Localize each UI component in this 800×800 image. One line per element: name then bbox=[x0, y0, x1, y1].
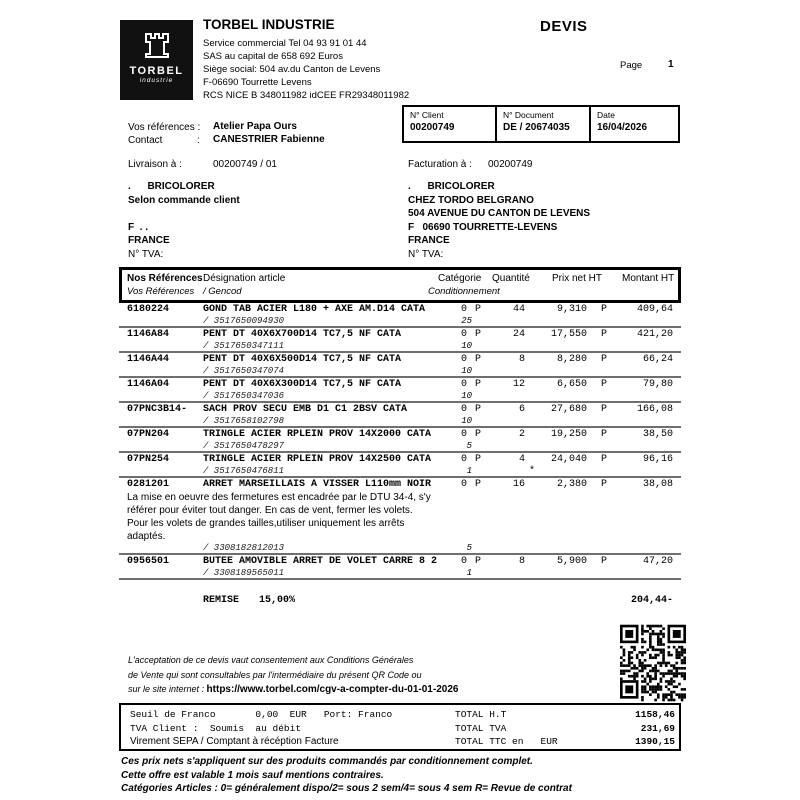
item-conditionnement: 25 bbox=[461, 316, 472, 326]
item-ref: 1146A04 bbox=[127, 379, 170, 390]
item-gencod: / 3517650094930 bbox=[203, 316, 285, 326]
footer-note-line: Ces prix nets s'appliquent sur des produits commandés par conditionnement complet. bbox=[121, 756, 533, 767]
item-montant: 47,20 bbox=[642, 556, 673, 567]
item-categorie: 0 bbox=[460, 479, 467, 490]
total-value: 1158,46 bbox=[635, 709, 675, 720]
item-unite: P bbox=[475, 479, 482, 490]
cgv-line-3-prefix: sur le site internet : bbox=[128, 684, 207, 694]
item-quantite: 16 bbox=[512, 479, 525, 490]
item-conditionnement: 1 bbox=[466, 568, 472, 578]
item-montant: 38,50 bbox=[642, 429, 673, 440]
item-conditionnement: 10 bbox=[461, 416, 472, 426]
total-row bbox=[455, 723, 675, 737]
date-cell bbox=[589, 107, 678, 141]
delivery-address-line: . BRICOLORER bbox=[128, 181, 215, 192]
date-value: 16/04/2026 bbox=[597, 122, 648, 133]
item-prix-net: 2,380 bbox=[556, 479, 587, 490]
cgv-notice bbox=[128, 653, 458, 698]
client-number-value: 00200749 bbox=[410, 122, 455, 133]
payment-terms-line: Virement SEPA / Comptant à récéption Facture bbox=[130, 736, 339, 747]
item-quantite: 6 bbox=[518, 404, 525, 415]
item-note-line: adaptés. bbox=[127, 531, 166, 542]
item-quantite: 24 bbox=[512, 329, 525, 340]
billing-address-line: CHEZ TORDO BELGRANO bbox=[408, 194, 534, 206]
cgv-line-2: de Vente qui sont consultables par l'intermédiaire du présent QR Code ou bbox=[128, 669, 422, 680]
footer-note-line: Catégories Articles : 0= généralement dispo/2= sous 2 sem/4= sous 4 sem R= Revue de contrat bbox=[121, 783, 572, 794]
facturation-value: 00200749 bbox=[488, 159, 533, 170]
delivery-address bbox=[128, 180, 240, 261]
item-prix-unite: P bbox=[601, 379, 608, 390]
vos-references-label: Vos références : bbox=[128, 122, 201, 133]
logo-name: TORBEL bbox=[129, 65, 184, 77]
item-quantite: 8 bbox=[518, 354, 525, 365]
item-conditionnement: 5 bbox=[466, 543, 472, 553]
item-montant: 421,20 bbox=[636, 329, 673, 340]
item-conditionnement: 10 bbox=[461, 391, 472, 401]
item-designation: BUTEE AMOVIBLE ARRET DE VOLET CARRE 8 2 bbox=[203, 556, 438, 567]
totals-rows bbox=[455, 709, 675, 750]
item-ref: 1146A44 bbox=[127, 354, 170, 365]
item-categorie: 0 bbox=[460, 556, 467, 567]
total-value: 1390,15 bbox=[635, 736, 675, 748]
table-row bbox=[119, 453, 681, 478]
sub-gencod-header: / Gencod bbox=[203, 286, 242, 297]
torbel-logo bbox=[120, 20, 193, 100]
company-detail-line: Service commercial Tel 04 93 91 01 44 bbox=[203, 38, 367, 49]
item-prix-net: 8,280 bbox=[556, 354, 587, 365]
castle-icon bbox=[136, 27, 178, 63]
item-categorie: 0 bbox=[460, 329, 467, 340]
document-type-title: DEVIS bbox=[540, 18, 588, 35]
qr-code bbox=[620, 624, 686, 702]
item-montant: 96,16 bbox=[642, 454, 673, 465]
delivery-address-line bbox=[128, 207, 240, 221]
item-montant: 38,08 bbox=[642, 479, 673, 490]
item-gencod: / 3308182812013 bbox=[203, 543, 285, 553]
col-prix-header: Prix net HT bbox=[552, 273, 603, 284]
item-montant: 166,08 bbox=[636, 404, 673, 415]
item-prix-unite: P bbox=[601, 304, 608, 315]
col-categorie-header: Catégorie bbox=[438, 273, 482, 284]
remise-row bbox=[119, 595, 681, 609]
cgv-url-link[interactable]: https://www.torbel.com/cgv-a-compter-du-01-01-2026 bbox=[206, 684, 459, 695]
totals-box bbox=[119, 703, 681, 751]
item-quantite: 8 bbox=[518, 556, 525, 567]
footer-notes bbox=[121, 755, 572, 796]
company-details bbox=[203, 37, 409, 102]
remise-percent: 15,00% bbox=[259, 595, 296, 606]
item-unite: P bbox=[475, 454, 482, 465]
contact-label: Contact bbox=[128, 135, 163, 146]
table-row bbox=[119, 378, 681, 403]
item-prix-unite: P bbox=[601, 354, 608, 365]
table-row bbox=[119, 478, 681, 555]
document-number-cell bbox=[495, 107, 589, 141]
item-ref: 07PN254 bbox=[127, 454, 170, 465]
livraison-value: 00200749 / 01 bbox=[213, 159, 277, 170]
item-prix-net: 27,680 bbox=[550, 404, 587, 415]
item-ref: 07PN204 bbox=[127, 429, 170, 440]
item-prix-net: 24,040 bbox=[550, 454, 587, 465]
contact-colon: : bbox=[197, 135, 200, 146]
client-number-cell bbox=[404, 107, 495, 141]
item-unite: P bbox=[475, 354, 482, 365]
col-quantite-header: Quantité bbox=[492, 273, 530, 284]
tva-client-line: TVA Client : Soumis au débit bbox=[130, 723, 302, 734]
contact-value: CANESTRIER Fabienne bbox=[213, 134, 325, 145]
client-number-label: N° Client bbox=[410, 110, 444, 120]
company-detail-line: Siège social: 504 av.du Canton de Levens bbox=[203, 64, 381, 75]
item-montant: 66,24 bbox=[642, 354, 673, 365]
billing-address-line: FRANCE bbox=[408, 235, 450, 246]
item-quantite: 2 bbox=[518, 429, 525, 440]
item-ref: 1146A84 bbox=[127, 329, 170, 340]
item-quantite: 44 bbox=[512, 304, 525, 315]
item-designation: PENT DT 40X6X700D14 TC7,5 NF CATA bbox=[203, 329, 402, 340]
document-number-value: DE / 20674035 bbox=[503, 122, 570, 133]
item-gencod: / 3517658102798 bbox=[203, 416, 285, 426]
item-categorie: 0 bbox=[460, 454, 467, 465]
total-label: TOTAL H.T bbox=[455, 709, 507, 720]
remise-amount: 204,44- bbox=[630, 595, 673, 606]
col-montant-header: Montant HT bbox=[622, 273, 675, 284]
item-quantite: 4 bbox=[518, 454, 525, 465]
logo-subtitle: industrie bbox=[139, 77, 174, 84]
billing-address-line: N° TVA: bbox=[408, 248, 444, 260]
item-note-line: référer pour éviter tout danger. En cas de vent, fermer les volets. bbox=[127, 505, 413, 516]
item-prix-net: 5,900 bbox=[556, 556, 587, 567]
item-prix-unite: P bbox=[601, 329, 608, 340]
item-note-line: La mise en oeuvre des fermetures est encadrée par le DTU 34-4, s'y bbox=[127, 492, 431, 503]
billing-address-line: F 06690 TOURRETTE-LEVENS bbox=[408, 221, 558, 233]
item-star-marker: * bbox=[528, 466, 535, 477]
item-unite: P bbox=[475, 429, 482, 440]
item-designation: TRINGLE ACIER RPLEIN PROV 14X2500 CATA bbox=[203, 454, 432, 465]
table-row bbox=[119, 428, 681, 453]
item-designation: PENT DT 40X6X500D14 TC7,5 NF CATA bbox=[203, 354, 402, 365]
company-detail-line: RCS NICE B 348011982 idCEE FR29348011982 bbox=[203, 90, 410, 101]
delivery-address-line: F . . bbox=[128, 221, 148, 233]
delivery-address-line: N° TVA: bbox=[128, 248, 164, 260]
livraison-label: Livraison à : bbox=[128, 159, 182, 170]
table-row bbox=[119, 328, 681, 353]
item-unite: P bbox=[475, 379, 482, 390]
company-detail-line: F-06690 Tourrette Levens bbox=[203, 77, 312, 88]
item-unite: P bbox=[475, 556, 482, 567]
col-ref-header: Nos Références bbox=[127, 273, 203, 284]
item-prix-unite: P bbox=[601, 479, 608, 490]
remise-label: REMISE bbox=[203, 595, 240, 606]
item-categorie: 0 bbox=[460, 354, 467, 365]
item-conditionnement: 10 bbox=[461, 341, 472, 351]
table-row bbox=[119, 403, 681, 428]
facturation-label: Facturation à : bbox=[408, 159, 472, 170]
total-value: 231,69 bbox=[640, 722, 675, 734]
table-row bbox=[119, 353, 681, 378]
item-gencod: / 3517650347036 bbox=[203, 391, 285, 401]
total-row bbox=[455, 736, 675, 750]
item-prix-net: 19,250 bbox=[550, 429, 587, 440]
delivery-address-line: FRANCE bbox=[128, 235, 170, 246]
item-designation: PENT DT 40X6X300D14 TC7,5 NF CATA bbox=[203, 379, 402, 390]
item-gencod: / 3517650476811 bbox=[203, 466, 285, 476]
company-detail-line: SAS au capital de 658 692 Euros bbox=[203, 51, 343, 62]
item-designation: TRINGLE ACIER RPLEIN PROV 14X2000 CATA bbox=[203, 429, 432, 440]
item-conditionnement: 5 bbox=[466, 441, 472, 451]
item-prix-net: 6,650 bbox=[556, 379, 587, 390]
item-quantite: 12 bbox=[512, 379, 525, 390]
item-designation: GOND TAB ACIER L180 + AXE AM.D14 CATA bbox=[203, 304, 426, 315]
item-categorie: 0 bbox=[460, 379, 467, 390]
item-prix-net: 9,310 bbox=[556, 304, 587, 315]
item-ref: 0281201 bbox=[127, 479, 170, 490]
item-gencod: / 3308189565011 bbox=[203, 568, 285, 578]
items-table-header bbox=[119, 267, 681, 303]
cgv-line-3 bbox=[128, 682, 458, 698]
item-categorie: 0 bbox=[460, 429, 467, 440]
item-prix-unite: P bbox=[601, 556, 608, 567]
item-prix-net: 17,550 bbox=[550, 329, 587, 340]
item-montant: 409,64 bbox=[636, 304, 673, 315]
item-note-line: Pour les volets de grandes tailles,utiliser uniquement les arrêts bbox=[127, 518, 405, 529]
total-row bbox=[455, 709, 675, 723]
item-designation: ARRET MARSEILLAIS A VISSER L110mm NOIR bbox=[203, 479, 432, 490]
billing-address-line: . BRICOLORER bbox=[408, 181, 495, 192]
vos-references-value: Atelier Papa Ours bbox=[213, 121, 297, 132]
item-unite: P bbox=[475, 329, 482, 340]
item-montant: 79,80 bbox=[642, 379, 673, 390]
item-conditionnement: 1 bbox=[466, 466, 472, 476]
document-number-label: N° Document bbox=[503, 110, 554, 120]
item-note bbox=[119, 491, 681, 543]
page-label: Page bbox=[620, 60, 643, 71]
billing-address bbox=[408, 180, 590, 261]
table-row bbox=[119, 303, 681, 328]
item-ref: 0956501 bbox=[127, 556, 170, 567]
delivery-address-line: Selon commande client bbox=[128, 194, 240, 206]
item-categorie: 0 bbox=[460, 304, 467, 315]
item-designation: SACH PROV SECU EMB D1 C1 2BSV CATA bbox=[203, 404, 408, 415]
item-gencod: / 3517650347074 bbox=[203, 366, 285, 376]
table-row bbox=[119, 555, 681, 580]
billing-address-line: 504 AVENUE DU CANTON DE LEVENS bbox=[408, 208, 591, 219]
item-unite: P bbox=[475, 404, 482, 415]
date-label: Date bbox=[597, 110, 615, 120]
item-gencod: / 3517650347111 bbox=[203, 341, 285, 351]
item-ref: 6180224 bbox=[127, 304, 170, 315]
sub-ref-header: Vos Références bbox=[127, 286, 195, 297]
item-prix-unite: P bbox=[601, 429, 608, 440]
col-designation-header: Désignation article bbox=[203, 273, 286, 284]
item-categorie: 0 bbox=[460, 404, 467, 415]
item-gencod: / 3517650478297 bbox=[203, 441, 285, 451]
item-prix-unite: P bbox=[601, 404, 608, 415]
items-table-body bbox=[119, 303, 681, 580]
franco-port-line: Seuil de Franco 0,00 EUR Port: Franco bbox=[130, 709, 393, 720]
sub-conditionnement-header: Conditionnement bbox=[428, 286, 500, 297]
document-info-box bbox=[402, 105, 680, 143]
item-conditionnement: 10 bbox=[461, 366, 472, 376]
total-label: TOTAL TVA bbox=[455, 722, 507, 734]
cgv-line-1: L'acceptation de ce devis vaut consentement aux Conditions Générales bbox=[128, 655, 414, 665]
item-unite: P bbox=[475, 304, 482, 315]
footer-note-line: Cette offre est valable 1 mois sauf mentions contraires. bbox=[121, 769, 384, 781]
item-prix-unite: P bbox=[601, 454, 608, 465]
item-ref: 07PNC3B14- bbox=[127, 404, 188, 415]
total-label: TOTAL TTC en EUR bbox=[455, 736, 558, 748]
company-name: TORBEL INDUSTRIE bbox=[203, 17, 335, 32]
page-number: 1 bbox=[668, 59, 674, 70]
